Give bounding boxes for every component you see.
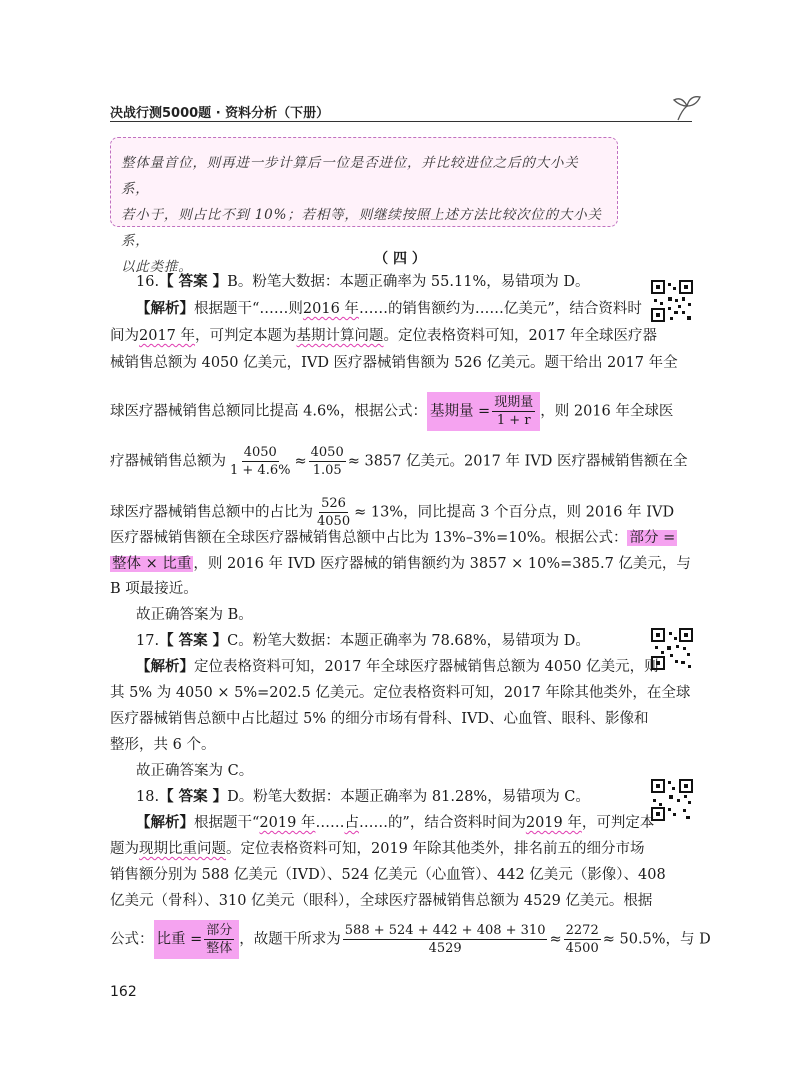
q18-analysis-line-4: 亿美元（骨科）、310 亿美元（眼科），全球医疗器械销售总额为 4529 亿美元。根据 <box>110 893 653 909</box>
tip-line-2: 若小于，则占比不到 10%；若相等，则继续按照上述方法比较次位的大小关系， <box>121 207 602 249</box>
tip-line-1: 整体量首位，则再进一步计算后一位是否进位，并比较进位之后的大小关系， <box>121 155 579 197</box>
page-number: 162 <box>110 984 137 1000</box>
q16-analysis-line-9: B 项最接近。 <box>110 581 198 597</box>
running-header <box>110 100 710 122</box>
header-rule <box>110 121 692 122</box>
q16-analysis-line-3: 械销售总额为 4050 亿美元，IVD 医疗器械销售额为 526 亿美元。题干给出 2017 年全 <box>110 355 678 371</box>
q17-analysis-line-1: 【解析】定位表格资料可知，2017 年全球医疗器械销售总额为 4050 亿美元，则 <box>136 659 659 675</box>
q17-conclusion: 故正确答案为 C。 <box>136 763 254 779</box>
section-title: （ 四 ） <box>374 251 426 267</box>
q16-analysis-line-2: 间为2017 年，可判定本题为基期计算问题。定位表格资料可知，2017 年全球医疗器 <box>110 328 658 344</box>
tip-box <box>110 137 618 275</box>
q18-analysis-line-3: 销售额分别为 588 亿美元（IVD）、524 亿美元（心血管）、442 亿美元（影像）、408 <box>110 867 666 883</box>
formula-proportion: 比重 = $\frac{\text{部分}}{\text{整体}}$ <box>154 920 240 959</box>
q18-analysis-line-5: 公式： 比重 = $\frac{\text{部分}}{\text{整体}}$ ，故题干所求为 $\frac{588 + 524 + 442 + 408 + 310}{4529}$ ≈ $\frac{2272}{4500}$ ≈ 50.5%，与 D <box>110 920 711 959</box>
q18-analysis-line-2: 题为现期比重问题。定位表格资料可知，2019 年除其他类外，排名前五的细分市场 <box>110 841 645 857</box>
q17-analysis-line-4: 整形，共 6 个。 <box>110 737 216 753</box>
q16-analysis-line-7: 医疗器械销售额在全球医疗器械销售总额中占比为 13%–3%=10%。根据公式： 部分 = <box>110 530 676 546</box>
q16-analysis-line-8: 整体 × 比重 ，则 2016 年 IVD 医疗器械的销售额约为 3857 × 10%=385.7 亿美元，与 <box>112 556 691 572</box>
tip-line-3: 以此类推。 <box>121 259 193 275</box>
q17-answer-line: 17.【 答案 】C。粉笔大数据：本题正确率为 78.68%，易错项为 D。 <box>136 633 590 649</box>
qr-code-icon[interactable] <box>650 778 694 822</box>
q18-analysis-line-1: 【解析】根据题干“2019 年……占……的”，结合资料时间为2019 年，可判定本 <box>136 815 655 831</box>
book-title: 决战行测5000题 · 资料分析（下册） <box>110 106 330 121</box>
qr-code-icon[interactable] <box>650 279 694 323</box>
q17-analysis-line-3: 医疗器械销售总额中占比超过 5% 的细分市场有骨科、IVD、心血管、眼科、影像和 <box>110 711 649 727</box>
q17-analysis-line-2: 其 5% 为 4050 × 5%=202.5 亿美元。定位表格资料可知，2017 年除其他类外，在全球 <box>110 685 691 701</box>
sprout-icon <box>672 92 702 122</box>
q16-answer-line: 16.【 答案 】B。粉笔大数据：本题正确率为 55.11%，易错项为 D。 <box>136 274 590 290</box>
q16-analysis-line-5: 疗器械销售总额为 $\frac{4050}{1 + 4.6\%}$ ≈ $\frac{4050}{1.05}$ ≈ 3857 亿美元。2017 年 IVD 医疗器械销售额在全 <box>110 445 688 478</box>
formula-base-period: 基期量 = $\frac{\text{现期量}}{1 + r}$ <box>427 392 540 431</box>
q16-analysis-line-6: 球医疗器械销售总额中的占比为 $\frac{526}{4050}$ ≈ 13%，同比提高 3 个百分点，则 2016 年 IVD <box>110 496 675 529</box>
q16-analysis-line-1: 【解析】根据题干“……则2016 年……的销售额约为……亿美元”，结合资料时 <box>136 301 642 317</box>
q16-conclusion: 故正确答案为 B。 <box>136 607 253 623</box>
q18-answer-line: 18.【 答案 】D。粉笔大数据：本题正确率为 81.28%，易错项为 C。 <box>136 789 590 805</box>
q16-analysis-line-4: 球医疗器械销售总额同比提高 4.6%，根据公式： 基期量 = $\frac{\text{现期量}}{1 + r}$ ，则 2016 年全球医 <box>110 392 673 431</box>
